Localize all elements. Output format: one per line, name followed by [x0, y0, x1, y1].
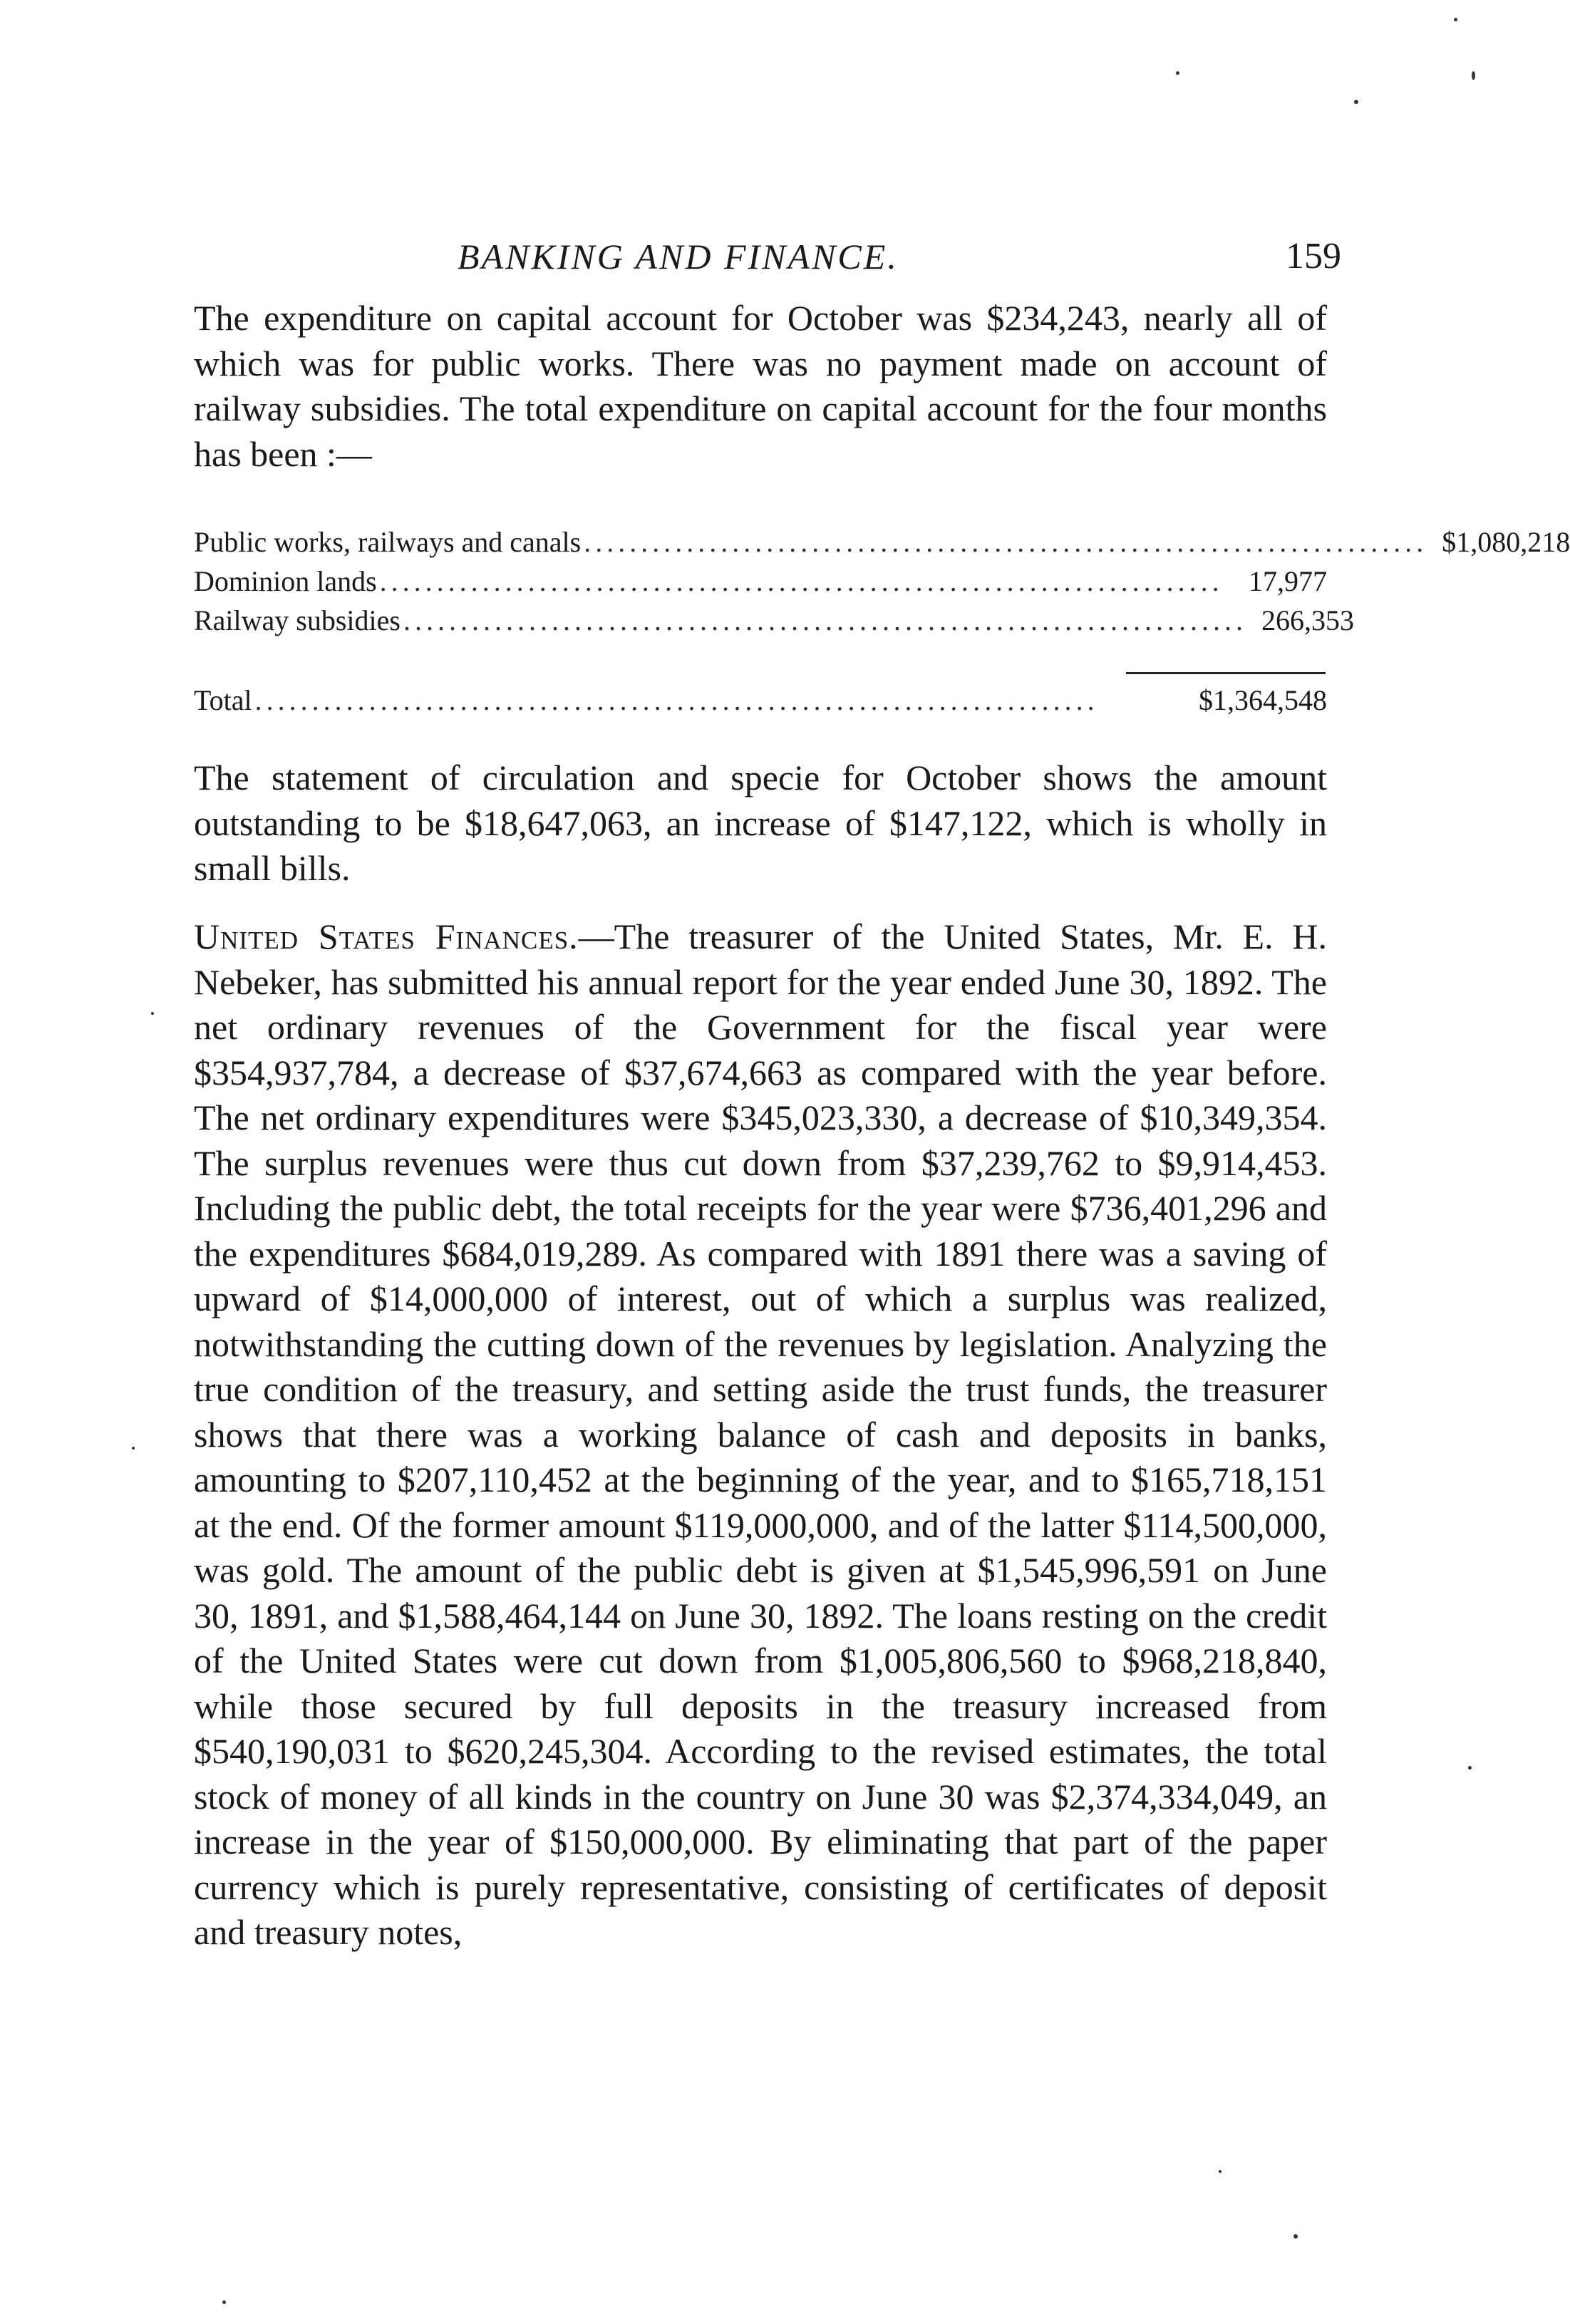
expenditure-label: Public works, railways and canals: [194, 526, 582, 558]
dot-leader: ..........................................................................: [379, 565, 1224, 597]
dot-leader: ..........................................................................: [254, 684, 1099, 716]
expenditure-row: [194, 562, 1327, 601]
expenditure-total: [194, 681, 1327, 720]
print-speck: [1454, 18, 1457, 21]
section-heading: United States Finances.: [194, 916, 579, 956]
print-speck: [151, 1012, 154, 1015]
paragraph-capital-account: The expenditure on capital account for October was $234,243, nearly all of which was for public works. There was no payment made on account of railway subsidies. The total expenditure on capital account for the four months has been :—: [194, 298, 1327, 474]
page-number: 159: [1286, 236, 1341, 277]
expenditure-amount: 17,977: [1249, 565, 1327, 597]
expenditure-label: Dominion lands: [194, 565, 377, 597]
total-rule: [1126, 672, 1326, 674]
dot-leader: ..........................................................................: [403, 604, 1247, 636]
expenditure-amount: 266,353: [1261, 604, 1354, 636]
print-speck: [1354, 100, 1358, 104]
total-row: [194, 681, 1327, 720]
expenditure-table: [194, 522, 1570, 640]
paragraph-body: —The treasurer of the United States, Mr. E. H. Nebeker, has submitted his annual report for the year ended June 30, 1892. The net ordinary revenues of the Government for the fiscal year were $354,937,784, a decrease of $37,674,663 as compared with the year before. The net ordinary expenditures were $345,023,330, a decrease of $10,349,354. The surplus revenues were thus cut down from $37,239,762 to $9,914,453. Including the public debt, the total receipts for the year were $736,401,296 and the expenditures $684,019,289. As compared with 1891 there was a saving of upward of $14,000,000 of interest, out of which a surplus was realized, notwithstanding the cutting down of the revenues by legislation. Analyzing the true condition of the treasury, and setting aside the trust funds, the treasurer shows that there was a working balance of cash and deposits in banks, amounting to $207,110,452 at the beginning of the year, and to $165,718,151 at the end. Of the former amount $119,000,000, and of the latter $114,500,000, was gold. The amount of the public debt is given at $1,545,996,591 on June 30, 1891, and $1,588,464,144 on June 30, 1892. The loans resting on the credit of the United States were cut down from $1,005,806,560 to $968,218,840, while those secured by full deposits in the treasury increased from $540,190,031 to $620,245,304. According to the revised estimates, the total stock of money of all kinds in the country on June 30 was $2,374,334,049, an increase in the year of $150,000,000. By eliminating that part of the paper currency which is purely representative, consisting of certificates of deposit and treasury notes,: [194, 916, 1327, 1952]
expenditure-amount: $1,080,218: [1442, 526, 1570, 558]
paragraph-circulation: The statement of circulation and specie for October shows the amount outstanding to be $18,647,063, an increase of $147,122, which is wholly in small bills.: [194, 758, 1327, 888]
expenditure-row: [194, 522, 1570, 562]
paragraph-us-finances: [194, 914, 1327, 1956]
print-speck: [222, 2300, 226, 2304]
expenditure-label: Railway subsidies: [194, 604, 401, 636]
print-speck: [1472, 71, 1475, 80]
print-speck: [1219, 2170, 1222, 2173]
print-speck: [1293, 2234, 1298, 2238]
print-speck: [1468, 1766, 1472, 1770]
print-speck: [1176, 71, 1179, 75]
total-amount: $1,364,548: [1199, 684, 1327, 716]
total-label: Total: [194, 684, 252, 716]
running-head: [194, 232, 1341, 282]
running-title: BANKING AND FINANCE.: [458, 237, 899, 277]
dot-leader: ..........................................................................: [584, 526, 1428, 558]
expenditure-row: [194, 601, 1354, 640]
print-speck: [132, 1447, 135, 1450]
